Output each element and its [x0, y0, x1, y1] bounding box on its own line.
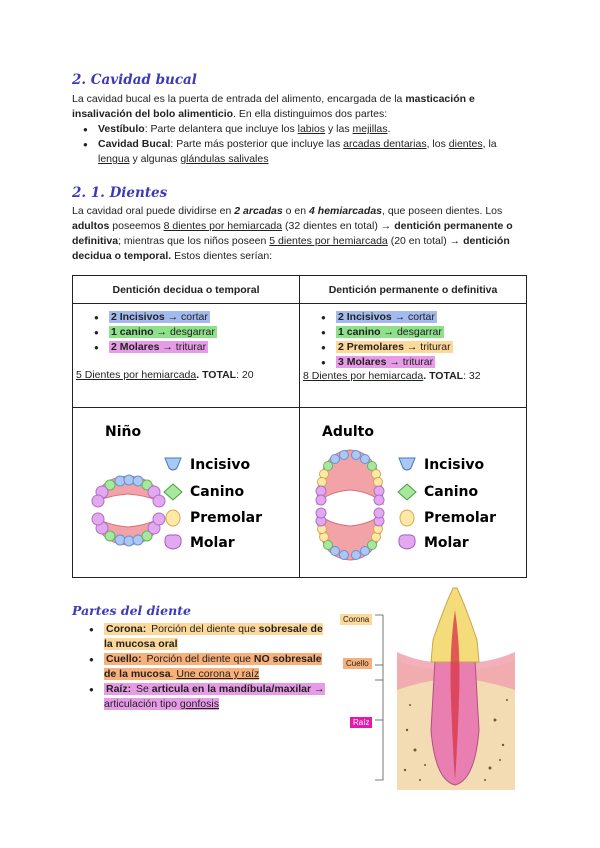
intro-bold: masticación e insalivación del bolo alimenticio	[72, 93, 475, 120]
section-title-dientes: 2. 1. Dientes	[72, 185, 168, 201]
labios-term: labios	[297, 123, 326, 135]
col1-total-label: . TOTAL	[196, 369, 237, 381]
incisivo-icon	[165, 458, 181, 470]
cuello-label: Cuello:	[106, 653, 142, 665]
cavidad-mid2: , la	[482, 138, 497, 150]
permanente-item-label: 1 canino	[338, 326, 381, 338]
intro-text-end: . En ella distinguimos dos partes:	[233, 108, 388, 120]
cavidad-label: Cavidad Bucal	[98, 138, 171, 150]
col1-header: Dentición decidua o temporal	[73, 276, 300, 304]
col2-header: Dentición permanente o definitiva	[300, 276, 527, 304]
permanente-item	[318, 325, 526, 340]
p-text: ; mientras que los niños poseen	[118, 235, 270, 247]
raiz-gonfosis: gonfosis	[179, 698, 219, 710]
decidua-item-function: → desgarrar	[153, 326, 215, 338]
p-text: La cavidad oral puede dividirse en	[72, 205, 235, 217]
col1-total-value: : 20	[236, 369, 254, 381]
decidua-item-highlight	[109, 341, 208, 353]
child-title: Niño	[105, 424, 142, 440]
intro-paragraph	[72, 92, 532, 122]
p-arcadas: 2 arcadas	[234, 205, 283, 217]
section-title-partes: Partes del diente	[72, 603, 191, 618]
cavidad-mid3: y algunas	[129, 153, 181, 165]
permanente-item-function: → cortar	[391, 311, 435, 323]
child-legend	[164, 457, 262, 551]
decidua-item-label: 2 Molares	[111, 341, 160, 353]
corona-label: Corona:	[106, 623, 147, 635]
decidua-item-highlight	[109, 311, 210, 323]
permanente-item	[318, 355, 526, 370]
raiz-rest: → articulación tipo	[104, 683, 325, 710]
list-item-raiz	[86, 682, 326, 712]
permanente-item-function: → triturar	[403, 341, 451, 353]
permanente-item-highlight	[336, 341, 453, 353]
p-text: Estos dientes serían:	[171, 250, 273, 262]
canino-icon	[164, 484, 182, 500]
premolar-icon	[400, 510, 414, 526]
tag-corona: Corona	[340, 614, 372, 625]
legend-incisivo: Incisivo	[190, 457, 251, 473]
decidua-item	[91, 325, 299, 340]
vestibulo-text: : Parte delantera que incluye los	[144, 123, 298, 135]
p-text: o en	[282, 205, 310, 217]
permanente-item	[318, 340, 526, 355]
partes-list	[86, 622, 326, 712]
corona-bold: sobresale de la mucosa oral	[104, 623, 323, 650]
p-text: poseemos	[109, 220, 164, 232]
mejillas-term: mejillas	[352, 123, 388, 135]
permanente-item-highlight	[336, 326, 444, 338]
permanente-list	[318, 310, 526, 370]
decidua-list	[91, 310, 299, 355]
adult-diagram-cell	[300, 408, 527, 578]
p-5-dientes: 5 dientes por hemiarcada	[269, 235, 388, 247]
molar-icon	[399, 535, 415, 549]
dentition-table	[72, 275, 527, 578]
legend-molar: Molar	[424, 535, 469, 551]
glandulas-term: glándulas salivales	[180, 153, 269, 165]
p-text: (32 dientes en total) →	[282, 220, 395, 232]
legend-molar: Molar	[190, 535, 235, 551]
vestibulo-mid: y las	[325, 123, 353, 135]
parts-list	[80, 122, 530, 167]
list-item-corona	[86, 622, 326, 652]
bracket-line	[375, 615, 383, 780]
molar-icon	[165, 535, 181, 549]
canino-icon	[398, 484, 416, 500]
vestibulo-end: .	[387, 123, 391, 135]
list-item-cavidad-bucal	[80, 137, 530, 167]
p-text: , que poseen dientes. Los	[382, 205, 503, 217]
p-text: (20 en total) →	[387, 235, 464, 247]
tooth-illustration	[335, 580, 520, 795]
p-adultos: adultos	[72, 220, 110, 232]
col2-total-text: 8 Dientes por hemiarcada	[303, 370, 424, 382]
col1-total	[76, 369, 254, 381]
col1-cell	[73, 304, 300, 408]
decidua-item	[91, 340, 299, 355]
adult-teeth-diagram	[300, 408, 526, 574]
decidua-item	[91, 310, 299, 325]
legend-canino: Canino	[424, 484, 479, 500]
dientes-term: dientes	[448, 138, 483, 150]
permanente-item	[318, 310, 526, 325]
cuello-union: Une corona y raíz	[176, 668, 260, 680]
permanente-item-label: 2 Incisivos	[338, 311, 392, 323]
list-item-cuello	[86, 652, 326, 682]
arcadas-term: arcadas dentarias	[343, 138, 427, 150]
col1-total-text: 5 Dientes por hemiarcada	[76, 369, 197, 381]
decidua-item-label: 1 canino	[111, 326, 154, 338]
cuello-bold: NO sobresale de la mucosa	[104, 653, 322, 680]
adult-legend	[398, 457, 496, 551]
cuello-sep: .	[170, 668, 177, 680]
lengua-term: lengua	[98, 153, 130, 165]
intro-text: La cavidad bucal es la puerta de entrada del alimento, encargada de la	[72, 93, 406, 105]
decidua-item-function: → triturar	[159, 341, 207, 353]
adult-upper-arch	[316, 450, 384, 505]
premolar-icon	[166, 510, 180, 526]
legend-premolar: Premolar	[424, 510, 497, 526]
section-title-cavidad-bucal: 2. Cavidad bucal	[72, 72, 197, 88]
adult-title: Adulto	[322, 424, 374, 440]
col2-cell	[300, 304, 527, 408]
permanente-item-highlight	[336, 311, 437, 323]
child-teeth-diagram	[73, 408, 299, 574]
legend-premolar: Premolar	[190, 510, 263, 526]
raiz-text: Se	[133, 683, 152, 695]
cavidad-text: : Parte más posterior que incluye las	[170, 138, 344, 150]
corona-text: Porción del diente que	[148, 623, 259, 635]
permanente-item-highlight	[336, 356, 435, 368]
decidua-item-label: 2 Incisivos	[111, 311, 165, 323]
permanente-item-function: → triturar	[386, 356, 434, 368]
tag-cuello: Cuello	[343, 658, 372, 669]
p-hemiarcadas: 4 hemiarcadas	[309, 205, 382, 217]
legend-canino: Canino	[190, 484, 245, 500]
child-upper-arch	[92, 475, 165, 507]
vestibulo-label: Vestíbulo	[98, 123, 145, 135]
decidua-item-function: → cortar	[164, 311, 208, 323]
col2-total	[303, 370, 481, 382]
cuello-text: Porción del diente que	[143, 653, 254, 665]
dientes-paragraph	[72, 204, 532, 264]
col2-total-value: : 32	[463, 370, 481, 382]
p-8-dientes: 8 dientes por hemiarcada	[163, 220, 283, 232]
p-permanente: dentición permanente o definitiva	[72, 220, 513, 247]
legend-incisivo: Incisivo	[424, 457, 485, 473]
adult-lower-arch	[316, 508, 384, 560]
incisivo-icon	[399, 458, 415, 470]
permanente-item-function: → desgarrar	[380, 326, 442, 338]
p-decidua: dentición decidua o temporal.	[72, 235, 510, 262]
raiz-bold: articula en la mandíbula/maxilar	[151, 683, 312, 695]
child-lower-arch	[92, 513, 165, 546]
decidua-item-highlight	[109, 326, 217, 338]
permanente-item-label: 2 Premolares	[338, 341, 404, 353]
tag-raiz: Raíz	[350, 717, 372, 728]
list-item-vestibulo	[80, 122, 530, 137]
cavidad-mid1: , los	[426, 138, 449, 150]
raiz-label: Raíz:	[106, 683, 132, 695]
permanente-item-label: 3 Molares	[338, 356, 387, 368]
child-diagram-cell	[73, 408, 300, 578]
col2-total-label: . TOTAL	[423, 370, 464, 382]
